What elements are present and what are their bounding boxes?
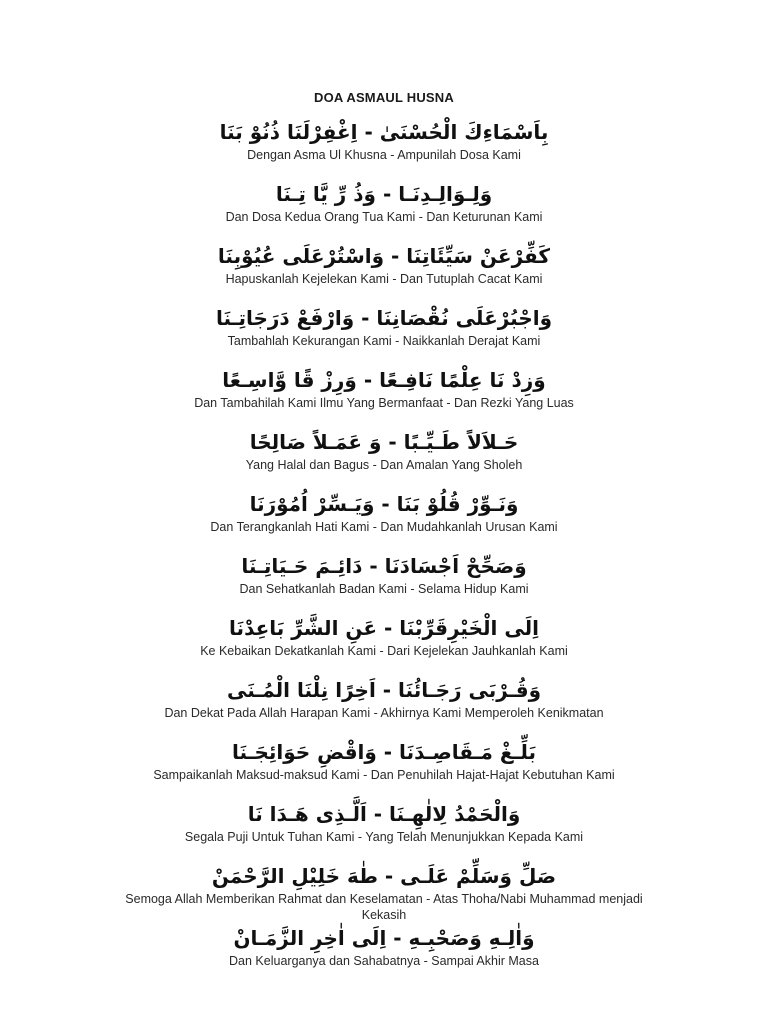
verse-6	[0, 428, 768, 473]
translation-line: Dengan Asma Ul Khusna - Ampunilah Dosa Kami	[247, 148, 521, 162]
verse-1	[0, 118, 768, 163]
translation-line: Ke Kebaikan Dekatkanlah Kami - Dari Kejelekan Jauhkanlah Kami	[200, 644, 568, 658]
verse-14	[0, 924, 768, 969]
verse-11	[0, 738, 768, 783]
translation-line: Dan Sehatkanlah Badan Kami - Selama Hidup Kami	[239, 582, 529, 596]
verse-8	[0, 552, 768, 597]
translation-line: Dan Keluarganya dan Sahabatnya - Sampai Akhir Masa	[229, 954, 539, 968]
translation-line: Segala Puji Untuk Tuhan Kami - Yang Telah Menunjukkan Kepada Kami	[184, 830, 584, 844]
translation-line: Dan Tambahilah Kami Ilmu Yang Bermanfaat - Dan Rezki Yang Luas	[194, 396, 574, 410]
translation-line: Dan Terangkanlah Hati Kami - Dan Mudahkanlah Urusan Kami	[210, 520, 558, 534]
arabic-line: وَنَـوِّرْ قُلُوْ بَنَا - وَيَـسِّرْ اُمُوْرَنَا	[249, 492, 519, 516]
translation-line: Sampaikanlah Maksud-maksud Kami - Dan Penuhilah Hajat-Hajat Kebutuhan Kami	[153, 768, 615, 782]
arabic-line: بَلِّـغْ مَـقَاصِـدَنَا - وَاقْضِ حَوَائِجَـنَا	[231, 740, 537, 764]
arabic-line: كَفِّرْعَنْ سَيِّئَاتِنَا - وَاسْتُرْعَلَى عُيُوْبِنَا	[217, 244, 551, 268]
translation-line: Dan Dosa Kedua Orang Tua Kami - Dan Keturunan Kami	[225, 210, 543, 224]
arabic-line: اِلَى الْخَيْرِقَرِّبْنَا - عَنِ الشَّرِّ بَاعِدْنَا	[229, 616, 539, 640]
translation-line: Yang Halal dan Bagus - Dan Amalan Yang Sholeh	[245, 458, 523, 472]
verse-13	[0, 862, 768, 923]
arabic-line: وَاجْبُرْعَلَى نُقْصَانِنَا - وَارْفَعْ دَرَجَاتِـنَا	[215, 306, 553, 330]
verse-5	[0, 366, 768, 411]
page-title: DOA ASMAUL HUSNA	[314, 90, 454, 105]
arabic-line: وَالْحَمْدُ لِالٰهِـنَا - اَلَّـذِى هَـدَا نَا	[247, 802, 521, 826]
verse-7	[0, 490, 768, 535]
translation-line: Dan Dekat Pada Allah Harapan Kami - Akhirnya Kami Memperoleh Kenikmatan	[164, 706, 604, 720]
translation-line: Tambahlah Kekurangan Kami - Naikkanlah Derajat Kami	[227, 334, 541, 348]
verse-3	[0, 242, 768, 287]
verse-9	[0, 614, 768, 659]
arabic-line: صَلِّ وَسَلِّمْ عَلَـى - طٰهَ خَلِيْلِ الرَّحْمَنْ	[211, 864, 557, 888]
verse-4	[0, 304, 768, 349]
arabic-line: حَـلاَلاً طَـيِّـبًا - وَ عَمَـلاً صَالِحًا	[249, 430, 519, 454]
arabic-line: وَزِدْ نَا عِلْمًا نَافِـعًا - وَرِزْ قًا وَّاسِـعًا	[222, 368, 546, 392]
verse-12	[0, 800, 768, 845]
arabic-line: وَاٰلِـهِ وَصَحْبِـهِ - اِلَى اٰخِرِ الزَّمَـانْ	[233, 926, 535, 950]
arabic-line: وَصَحِّحْ اَجْسَادَنَا - دَائِـمَ حَـيَاتِـنَا	[241, 554, 527, 578]
arabic-line: بِاَسْمَاءِكَ الْحُسْنَىٰ - اِغْفِرْلَنَا ذُنُوْ بَنَا	[219, 120, 549, 144]
translation-line: Semoga Allah Memberikan Rahmat dan Keselamatan - Atas Thoha/Nabi Muhammad menjadi Kekasih	[125, 892, 643, 922]
verse-10	[0, 676, 768, 721]
verse-2	[0, 180, 768, 225]
arabic-line: وَلِـوَالِـدِنَـا - وَذُ رِّ يَّا تِـنَا	[275, 182, 493, 206]
arabic-line: وَقُـرْبَى رَجَـائُنَا - اَخِرًا نِلْنَا الْمُـنَى	[226, 678, 542, 702]
translation-line: Hapuskanlah Kejelekan Kami - Dan Tutuplah Cacat Kami	[225, 272, 543, 286]
